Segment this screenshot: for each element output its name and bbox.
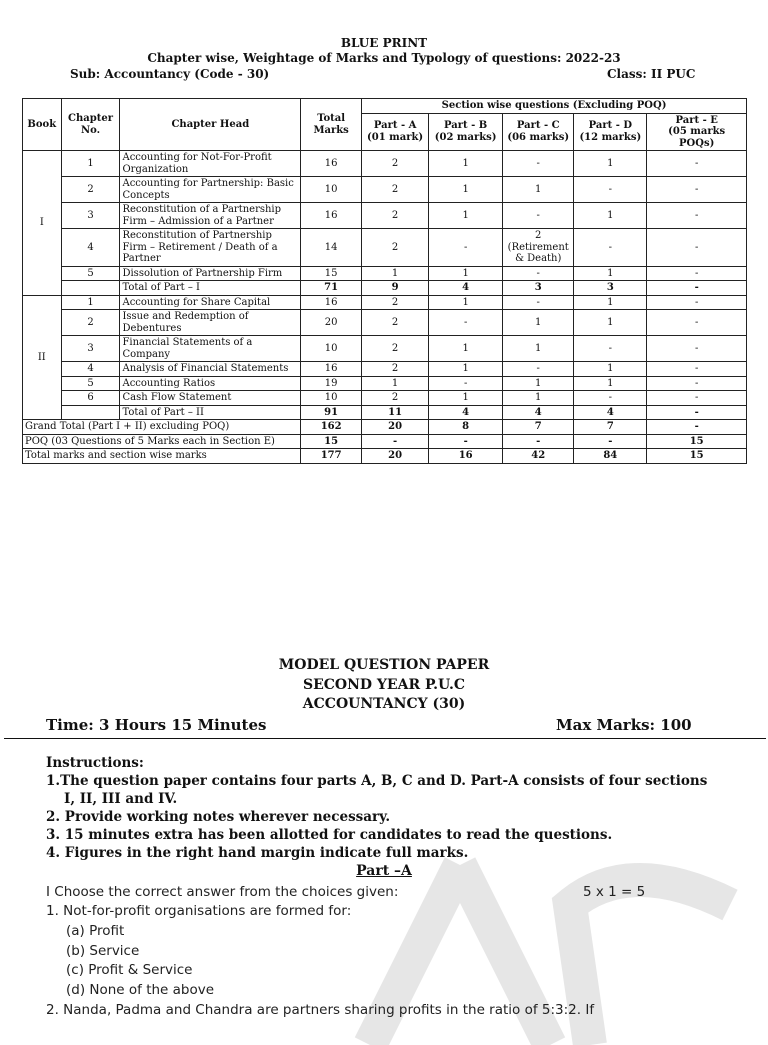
marks-cell-b: 1 (429, 203, 503, 229)
marks-cell-a: 2 (362, 310, 429, 336)
header-part-c: Part - C (06 marks) (503, 113, 574, 151)
blueprint-subtitle: Chapter wise, Weightage of Marks and Typology of questions: 2022-23 (147, 51, 621, 65)
summary-label-cell: POQ (03 Questions of 5 Marks each in Section E) (23, 434, 301, 449)
marks-cell-b: 1 (429, 266, 503, 281)
blueprint-table (22, 98, 747, 464)
chapter-head-cell: Reconstitution of Partnership Firm – Retirement / Death of a Partner (120, 229, 301, 267)
marks-cell-e: - (647, 151, 747, 177)
header-total-marks: Total Marks (301, 99, 362, 151)
chapter-no-cell: 5 (61, 266, 120, 281)
marks-cell-total: 10 (301, 177, 362, 203)
book-cell: II (23, 295, 62, 420)
table-row (23, 177, 747, 203)
summary-cell-a: 20 (362, 449, 429, 464)
marks-cell-d: - (574, 177, 647, 203)
marks-cell-a: 1 (362, 376, 429, 391)
chapter-head-cell: Accounting Ratios (120, 376, 301, 391)
question-1-option-a: (a) Profit (66, 923, 125, 939)
paper-max-marks: Max Marks: 100 (556, 716, 692, 734)
chapter-no-cell: 1 (61, 151, 120, 177)
marks-cell-c: - (503, 295, 574, 310)
question-2: 2. Nanda, Padma and Chandra are partners sharing profits in the ratio of 5:3:2. If (46, 1002, 595, 1018)
marks-cell-total: 14 (301, 229, 362, 267)
instruction-item: 2. Provide working notes wherever necessary. (46, 809, 391, 825)
marks-cell-e: - (647, 229, 747, 267)
header-part-e: Part - E (05 marks POQs) (647, 113, 747, 151)
marks-cell-b: - (429, 229, 503, 267)
summary-cell-d: 7 (574, 420, 647, 435)
marks-cell-total: 19 (301, 376, 362, 391)
marks-cell-c: 1 (503, 336, 574, 362)
table-row (23, 295, 747, 310)
table-row (23, 203, 747, 229)
marks-cell-total: 20 (301, 310, 362, 336)
marks-cell-e: - (647, 203, 747, 229)
instruction-item: 1.The question paper contains four parts A, B, C and D. Part-A consists of four sections (46, 773, 708, 789)
paper-subject: ACCOUNTANCY (30) (302, 696, 466, 712)
chapter-no-cell: 2 (61, 310, 120, 336)
marks-cell-d: - (574, 229, 647, 267)
total-cell-e: - (647, 405, 747, 420)
marks-cell-total: 16 (301, 295, 362, 310)
header-part-b: Part - B (02 marks) (429, 113, 503, 151)
summary-cell-e: 15 (647, 434, 747, 449)
chapter-head-cell: Reconstitution of a Partnership Firm – Admission of a Partner (120, 203, 301, 229)
part-a-heading: Part –A (356, 863, 412, 879)
marks-cell-d: 1 (574, 295, 647, 310)
marks-cell-b: 1 (429, 177, 503, 203)
marks-cell-d: - (574, 336, 647, 362)
paper-title: MODEL QUESTION PAPER (278, 657, 490, 673)
question-1: 1. Not-for-profit organisations are formed for: (46, 903, 352, 919)
marks-cell-c: - (503, 362, 574, 377)
total-label-cell: Total of Part – I (120, 281, 301, 296)
marks-cell-a: 2 (362, 362, 429, 377)
marks-cell-a: 2 (362, 336, 429, 362)
chapter-no-cell: 6 (61, 391, 120, 406)
summary-row (23, 420, 747, 435)
marks-cell-total: 10 (301, 336, 362, 362)
total-label-cell: Total of Part – II (120, 405, 301, 420)
table-row (23, 362, 747, 377)
header-part-d: Part - D (12 marks) (574, 113, 647, 151)
table-row (23, 376, 747, 391)
blueprint-class: Class: II PUC (607, 67, 696, 81)
total-cell-total: 71 (301, 281, 362, 296)
marks-cell-a: 2 (362, 229, 429, 267)
summary-cell-b: 8 (429, 420, 503, 435)
marks-cell-e: - (647, 177, 747, 203)
total-cell-c: 4 (503, 405, 574, 420)
marks-cell-d: 1 (574, 266, 647, 281)
chapter-no-cell: 4 (61, 362, 120, 377)
instruction-item: 3. 15 minutes extra has been allotted for candidates to read the questions. (46, 827, 613, 843)
summary-cell-e: 15 (647, 449, 747, 464)
total-row (23, 281, 747, 296)
chapter-no-cell: 2 (61, 177, 120, 203)
chapter-head-cell: Cash Flow Statement (120, 391, 301, 406)
chapter-no-cell: 3 (61, 336, 120, 362)
marks-cell-c: 2 (Retirement & Death) (503, 229, 574, 267)
summary-row (23, 449, 747, 464)
marks-cell-c: 1 (503, 376, 574, 391)
marks-cell-total: 16 (301, 203, 362, 229)
table-row (23, 229, 747, 267)
marks-cell-c: - (503, 151, 574, 177)
header-part-a: Part - A (01 mark) (362, 113, 429, 151)
header-chapter-head: Chapter Head (120, 99, 301, 151)
marks-cell-c: 1 (503, 391, 574, 406)
paper-year: SECOND YEAR P.U.C (303, 677, 465, 693)
header-section-wise: Section wise questions (Excluding POQ) (362, 99, 747, 114)
summary-row (23, 434, 747, 449)
chapter-no-cell: 3 (61, 203, 120, 229)
chapter-head-cell: Accounting for Not-For-Profit Organization (120, 151, 301, 177)
marks-cell-d: 1 (574, 362, 647, 377)
chapter-head-cell: Accounting for Share Capital (120, 295, 301, 310)
section-intro: I Choose the correct answer from the choices given: (46, 884, 399, 900)
marks-cell-e: - (647, 362, 747, 377)
marks-cell-d: - (574, 391, 647, 406)
summary-cell-c: - (503, 434, 574, 449)
summary-cell-total: 162 (301, 420, 362, 435)
summary-cell-b: 16 (429, 449, 503, 464)
marks-cell-c: - (503, 266, 574, 281)
question-1-option-d: (d) None of the above (66, 982, 215, 998)
marks-cell-e: - (647, 310, 747, 336)
summary-cell-a: 20 (362, 420, 429, 435)
marks-cell-b: 1 (429, 336, 503, 362)
chapter-head-cell: Accounting for Partnership: Basic Concepts (120, 177, 301, 203)
summary-label-cell: Total marks and section wise marks (23, 449, 301, 464)
instruction-item: I, II, III and IV. (64, 791, 178, 807)
question-1-option-b: (b) Service (66, 943, 140, 959)
summary-cell-c: 7 (503, 420, 574, 435)
chapter-no-cell: 1 (61, 295, 120, 310)
question-1-option-c: (c) Profit & Service (66, 962, 193, 978)
marks-cell-a: 2 (362, 151, 429, 177)
chapter-head-cell: Dissolution of Partnership Firm (120, 266, 301, 281)
marks-cell-d: 1 (574, 151, 647, 177)
instructions-heading: Instructions: (46, 755, 144, 771)
marks-cell-d: 1 (574, 376, 647, 391)
total-row (23, 405, 747, 420)
marks-cell-e: - (647, 295, 747, 310)
table-row (23, 310, 747, 336)
total-cell-d: 3 (574, 281, 647, 296)
chapter-no-cell: 5 (61, 376, 120, 391)
table-row (23, 391, 747, 406)
table-row (23, 266, 747, 281)
summary-cell-d: - (574, 434, 647, 449)
summary-cell-c: 42 (503, 449, 574, 464)
total-cell-total: 91 (301, 405, 362, 420)
summary-cell-e: - (647, 420, 747, 435)
header-book: Book (23, 99, 62, 151)
marks-cell-a: 1 (362, 266, 429, 281)
header-divider (4, 738, 766, 739)
total-cell-c: 3 (503, 281, 574, 296)
header-chapter-no: Chapter No. (61, 99, 120, 151)
paper-time: Time: 3 Hours 15 Minutes (46, 716, 267, 734)
blueprint-subject: Sub: Accountancy (Code - 30) (70, 67, 270, 81)
chapter-no-cell: 4 (61, 229, 120, 267)
marks-cell-total: 10 (301, 391, 362, 406)
marks-cell-a: 2 (362, 295, 429, 310)
total-cell-a: 11 (362, 405, 429, 420)
marks-cell-d: 1 (574, 203, 647, 229)
total-cell-a: 9 (362, 281, 429, 296)
section-marks: 5 x 1 = 5 (583, 884, 646, 900)
marks-cell-b: 1 (429, 362, 503, 377)
marks-cell-d: 1 (574, 310, 647, 336)
summary-cell-b: - (429, 434, 503, 449)
table-row (23, 336, 747, 362)
marks-cell-total: 16 (301, 151, 362, 177)
table-row (23, 151, 747, 177)
marks-cell-a: 2 (362, 177, 429, 203)
marks-cell-b: - (429, 376, 503, 391)
marks-cell-a: 2 (362, 391, 429, 406)
marks-cell-b: 1 (429, 295, 503, 310)
total-cell-b: 4 (429, 405, 503, 420)
marks-cell-total: 16 (301, 362, 362, 377)
marks-cell-c: 1 (503, 177, 574, 203)
total-cell-e: - (647, 281, 747, 296)
blueprint-title: BLUE PRINT (340, 36, 428, 50)
instruction-item: 4. Figures in the right hand margin indicate full marks. (46, 845, 469, 861)
book-cell: I (23, 151, 62, 296)
marks-cell-b: - (429, 310, 503, 336)
chapter-head-cell: Analysis of Financial Statements (120, 362, 301, 377)
summary-cell-total: 15 (301, 434, 362, 449)
summary-cell-total: 177 (301, 449, 362, 464)
marks-cell-e: - (647, 266, 747, 281)
chapter-no-cell (61, 405, 120, 420)
summary-cell-a: - (362, 434, 429, 449)
summary-cell-d: 84 (574, 449, 647, 464)
marks-cell-total: 15 (301, 266, 362, 281)
marks-cell-e: - (647, 376, 747, 391)
marks-cell-c: 1 (503, 310, 574, 336)
chapter-head-cell: Financial Statements of a Company (120, 336, 301, 362)
marks-cell-e: - (647, 336, 747, 362)
total-cell-b: 4 (429, 281, 503, 296)
total-cell-d: 4 (574, 405, 647, 420)
blueprint-table-body (23, 151, 747, 464)
chapter-no-cell (61, 281, 120, 296)
chapter-head-cell: Issue and Redemption of Debentures (120, 310, 301, 336)
marks-cell-b: 1 (429, 391, 503, 406)
marks-cell-c: - (503, 203, 574, 229)
marks-cell-a: 2 (362, 203, 429, 229)
marks-cell-b: 1 (429, 151, 503, 177)
summary-label-cell: Grand Total (Part I + II) excluding POQ) (23, 420, 301, 435)
marks-cell-e: - (647, 391, 747, 406)
